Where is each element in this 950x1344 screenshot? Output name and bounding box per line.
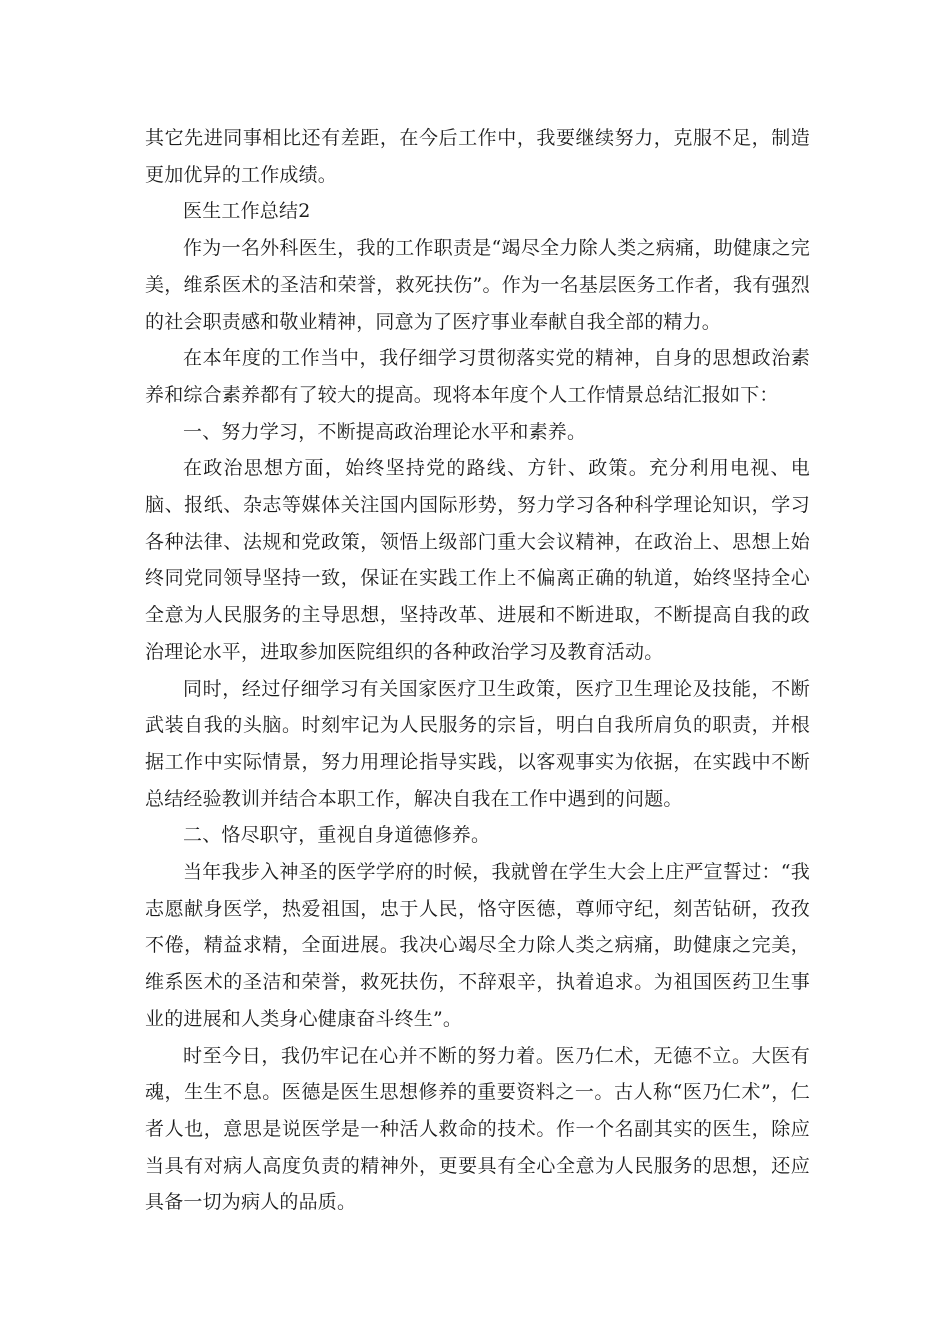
paragraph: 在政治思想方面，始终坚持党的路线、方针、政策。充分利用电视、电脑、报纸、杂志等媒体关注国内国际形势，努力学习各种科学理论知识，学习各种法律、法规和党政策，领悟上级部门重大会议精神，在政治上、思想上始终同党同领导坚持一致，保证在实践工作上不偏离正确的轨道，始终坚持全心全意为人民服务的主导思想，坚持改革、进展和不断进取，不断提高自我的政治理论水平，进取参加医院组织的各种政治学习及教育活动。: [145, 457, 810, 663]
paragraph: 同时，经过仔细学习有关国家医疗卫生政策，医疗卫生理论及技能，不断武装自我的头脑。时刻牢记为人民服务的宗旨，明白自我所肩负的职责，并根据工作中实际情景，努力用理论指导实践，以客观事实为依据，在实践中不断总结经验教训并结合本职工作，解决自我在工作中遇到的问题。: [145, 677, 810, 810]
paragraph: 时至今日，我仍牢记在心并不断的努力着。医乃仁术，无德不立。大医有魂，生生不息。医德是医生思想修养的重要资料之一。古人称“医乃仁术”，仁者人也，意思是说医学是一种活人救命的技术。作一个名副其实的医生，除应当具有对病人高度负责的精神外，更要具有全心全意为人民服务的思想，还应具备一切为病人的品质。: [145, 1044, 810, 1214]
paragraph: 当年我步入神圣的医学学府的时候，我就曾在学生大会上庄严宣誓过：“我志愿献身医学，热爱祖国，忠于人民，恪守医德，尊师守纪，刻苦钻研，孜孜不倦，精益求精，全面进展。我决心竭尽全力除人类之病痛，助健康之完美，维系医术的圣洁和荣誉，救死扶伤，不辞艰辛，执着追求。为祖国医药卫生事业的进展和人类身心健康奋斗终生”。: [145, 861, 810, 1030]
section-heading: 二、恪尽职守，重视自身道德修养。: [183, 824, 491, 847]
document-body: [145, 120, 810, 1221]
paragraph: 作为一名外科医生，我的工作职责是“竭尽全力除人类之病痛，助健康之完美，维系医术的圣洁和荣誉，救死扶伤”。作为一名基层医务工作者，我有强烈的社会职责感和敬业精神，同意为了医疗事业奉献自我全部的精力。: [145, 237, 810, 333]
paragraph: 在本年度的工作当中，我仔细学习贯彻落实党的精神，自身的思想政治素养和综合素养都有了较大的提高。现将本年度个人工作情景总结汇报如下：: [145, 347, 810, 406]
paragraph: 其它先进同事相比还有差距，在今后工作中，我要继续努力，克服不足，制造更加优异的工作成绩。: [145, 127, 810, 186]
section-heading: 一、努力学习，不断提高政治理论水平和素养。: [183, 420, 587, 443]
section-title: 医生工作总结2: [183, 200, 311, 223]
